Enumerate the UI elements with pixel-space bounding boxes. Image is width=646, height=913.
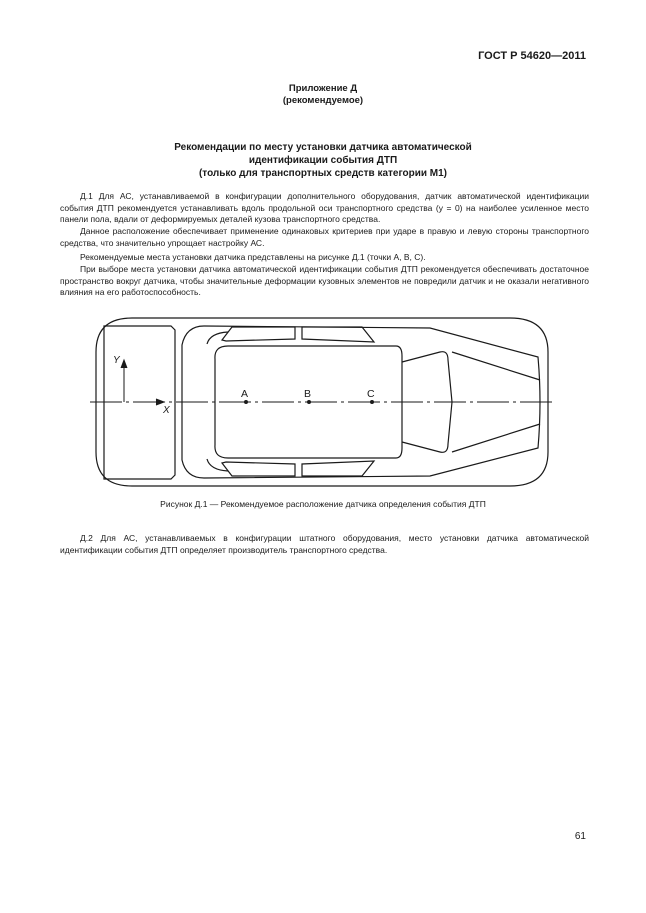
sensor-point-a — [244, 400, 248, 404]
hood-line-bottom — [452, 424, 540, 452]
windshield-top — [402, 352, 448, 362]
paragraph-points: Рекомендуемые места установки датчика представлены на рисунке Д.1 (точки А, В, С). — [80, 252, 426, 262]
point-c-label: C — [367, 388, 375, 400]
y-axis-arrow — [121, 360, 127, 368]
axis-y-label: Y — [113, 355, 120, 366]
document-id: ГОСТ Р 54620—2011 — [478, 50, 586, 62]
window-top-front — [302, 327, 374, 342]
figure-caption: Рисунок Д.1 — Рекомендуемое расположение датчика определения события ДТП — [160, 499, 486, 509]
axis-x-label: X — [163, 405, 170, 416]
section-title-line-2: идентификации события ДТП — [248, 155, 398, 166]
section-title-line-1: Рекомендации по месту установки датчика автоматической — [174, 142, 472, 153]
page-number: 61 — [574, 831, 586, 842]
paragraph-d2: Д.2 Для АС, устанавливаемых в конфигурации штатного оборудования, место установки датчика автоматической идентификации события ДТП определяет производитель транспортного средства. — [60, 533, 589, 555]
point-b-label: B — [304, 388, 312, 400]
annex-status: (рекомендуемое) — [282, 95, 364, 106]
point-a-label: A — [241, 388, 249, 400]
rear-panel — [104, 326, 175, 479]
window-bottom-front — [302, 461, 374, 476]
window-bottom-rear — [222, 462, 295, 476]
hood-line-top — [452, 352, 540, 380]
window-top-rear-inner — [207, 332, 228, 344]
annex-title: Приложение Д — [288, 83, 358, 94]
paragraph-d1: Д.1 Для АС, устанавливаемой в конфигурации дополнительного оборудования, датчик автоматической идентификации события ДТП рекомендуется устанавливать вдоль продольной оси транспортного средства (y = 0) на наиболее усиленное место панели пола, вдали от деформируемых деталей кузова транспортного средства. — [60, 191, 589, 224]
paragraph-space: При выборе места установки датчика автоматической идентификации события ДТП рекомендуется обеспечивать достаточное пространство вокруг датчика, чтобы значительные деформации кузовных элементов не повредили датчик и не оказали негативного влияния на его работоспособность. — [60, 264, 589, 297]
sensor-point-b — [307, 400, 311, 404]
window-top-rear — [222, 327, 295, 341]
window-bottom-rear-inner — [207, 459, 228, 471]
sensor-point-c — [370, 400, 374, 404]
windshield-bottom — [402, 442, 448, 452]
section-title-line-3: (только для транспортных средств категории М1) — [198, 168, 448, 179]
paragraph-placement: Данное расположение обеспечивает применение одинаковых критериев при ударе в правую и левую стороны транспортного средства, что значительно упрощает настройку АС. — [60, 226, 589, 248]
